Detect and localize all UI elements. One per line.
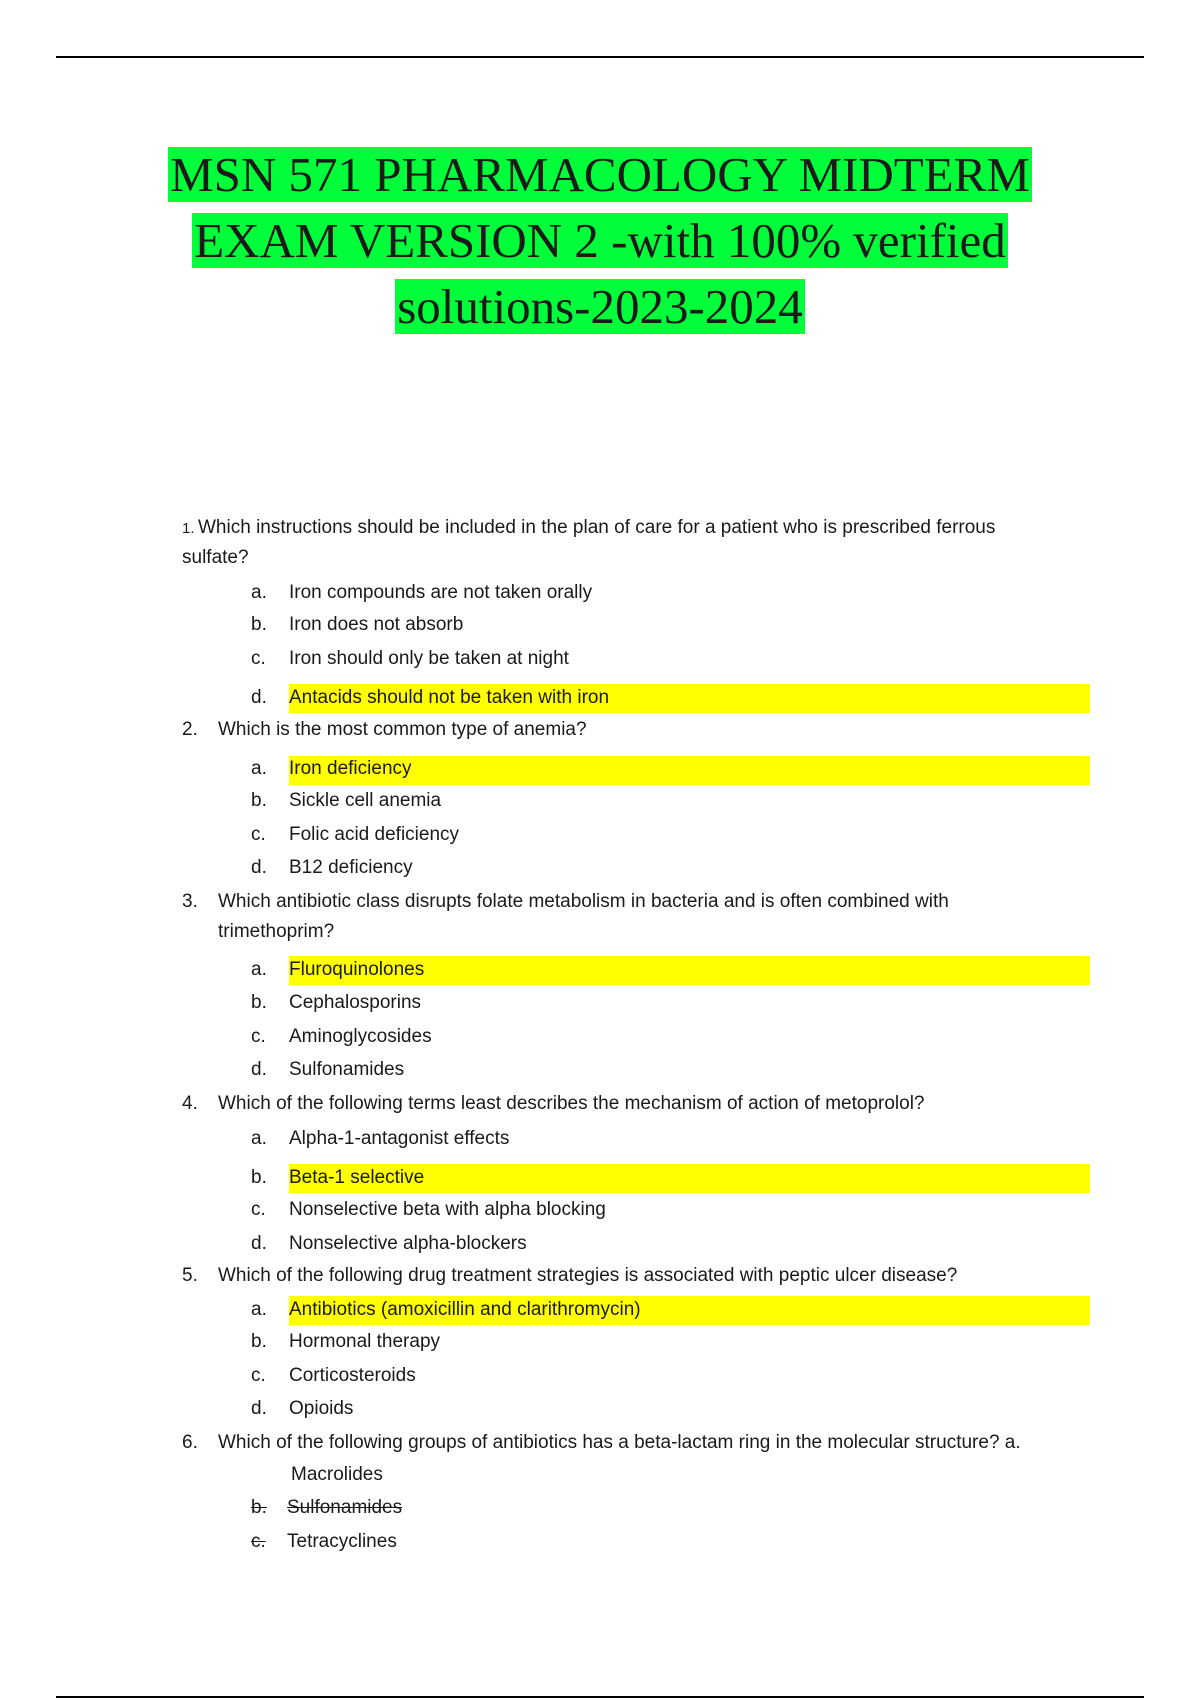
question-number: 5. bbox=[182, 1265, 198, 1286]
option-letter: d. bbox=[251, 1398, 267, 1419]
bottom-rule bbox=[56, 1696, 1144, 1698]
option-letter: c. bbox=[251, 1531, 266, 1552]
option-text: Aminoglycosides bbox=[289, 1026, 432, 1047]
question-text-continued: Macrolides bbox=[291, 1464, 383, 1485]
option-text: Tetracyclines bbox=[287, 1531, 397, 1552]
option-text: Iron should only be taken at night bbox=[289, 648, 569, 669]
top-rule bbox=[56, 56, 1144, 58]
question-text-continued: sulfate? bbox=[182, 547, 249, 568]
title-line-1: MSN 571 PHARMACOLOGY MIDTERM bbox=[170, 147, 1030, 202]
option-letter: b. bbox=[251, 1167, 267, 1188]
option-letter: a. bbox=[251, 758, 267, 779]
option-text: B12 deficiency bbox=[289, 857, 413, 878]
question-text: Which antibiotic class disrupts folate metabolism in bacteria and is often combined with bbox=[218, 891, 949, 912]
option-text: Sickle cell anemia bbox=[289, 790, 442, 811]
option-text: Cephalosporins bbox=[289, 992, 422, 1013]
option-letter: d. bbox=[251, 857, 267, 878]
question-text: Which is the most common type of anemia? bbox=[218, 719, 587, 740]
question-number: 1. bbox=[182, 520, 195, 537]
option-letter: c. bbox=[251, 824, 266, 845]
option-letter: d. bbox=[251, 687, 267, 708]
option-text: Iron does not absorb bbox=[289, 614, 464, 635]
option-text: Folic acid deficiency bbox=[289, 824, 460, 845]
option-letter: d. bbox=[251, 1233, 267, 1254]
title-line-2: EXAM VERSION 2 -with 100% verified bbox=[194, 213, 1006, 268]
option-text: Corticosteroids bbox=[289, 1365, 416, 1386]
question-text: Which instructions should be included in the plan of care for a patient who is prescribed ferrous bbox=[198, 517, 996, 538]
question-text: Which of the following drug treatment strategies is associated with peptic ulcer disease? bbox=[218, 1265, 958, 1286]
option-text: Nonselective beta with alpha blocking bbox=[289, 1199, 606, 1220]
option-letter: b. bbox=[251, 1331, 267, 1352]
question-text: Which of the following terms least describes the mechanism of action of metoprolol? bbox=[218, 1093, 925, 1114]
option-letter: a. bbox=[251, 959, 267, 980]
option-text-correct: Iron deficiency bbox=[289, 758, 412, 779]
question-text-continued: trimethoprim? bbox=[218, 921, 335, 942]
option-text-struck: Sulfonamides bbox=[287, 1497, 403, 1518]
question-number: 4. bbox=[182, 1093, 198, 1114]
option-text: Hormonal therapy bbox=[289, 1331, 441, 1352]
question-number: 2. bbox=[182, 719, 198, 740]
option-letter: b. bbox=[251, 992, 267, 1013]
option-letter: c. bbox=[251, 1199, 266, 1220]
option-text: Nonselective alpha-blockers bbox=[289, 1233, 527, 1254]
option-letter: a. bbox=[251, 582, 267, 603]
option-text: Alpha-1-antagonist effects bbox=[289, 1128, 510, 1149]
option-text-correct: Beta-1 selective bbox=[289, 1167, 425, 1188]
option-text-correct: Fluroquinolones bbox=[289, 959, 425, 980]
option-letter: b. bbox=[251, 1497, 267, 1518]
question-text: Which of the following groups of antibiotics has a beta-lactam ring in the molecular structure? a. bbox=[218, 1432, 1021, 1453]
option-letter: d. bbox=[251, 1059, 267, 1080]
question-number: 6. bbox=[182, 1432, 198, 1453]
option-letter: a. bbox=[251, 1128, 267, 1149]
option-letter: c. bbox=[251, 1365, 266, 1386]
option-text: Opioids bbox=[289, 1398, 354, 1419]
option-letter: c. bbox=[251, 1026, 266, 1047]
option-text-correct: Antibiotics (amoxicillin and clarithromycin) bbox=[289, 1299, 641, 1320]
document-title bbox=[0, 142, 1200, 340]
option-text: Iron compounds are not taken orally bbox=[289, 582, 593, 603]
option-letter: b. bbox=[251, 790, 267, 811]
option-letter: b. bbox=[251, 614, 267, 635]
title-line-3: solutions-2023-2024 bbox=[397, 279, 803, 334]
option-text-correct: Antacids should not be taken with iron bbox=[289, 687, 610, 708]
option-letter: c. bbox=[251, 648, 266, 669]
option-letter: a. bbox=[251, 1299, 267, 1320]
question-number: 3. bbox=[182, 891, 198, 912]
option-text: Sulfonamides bbox=[289, 1059, 405, 1080]
